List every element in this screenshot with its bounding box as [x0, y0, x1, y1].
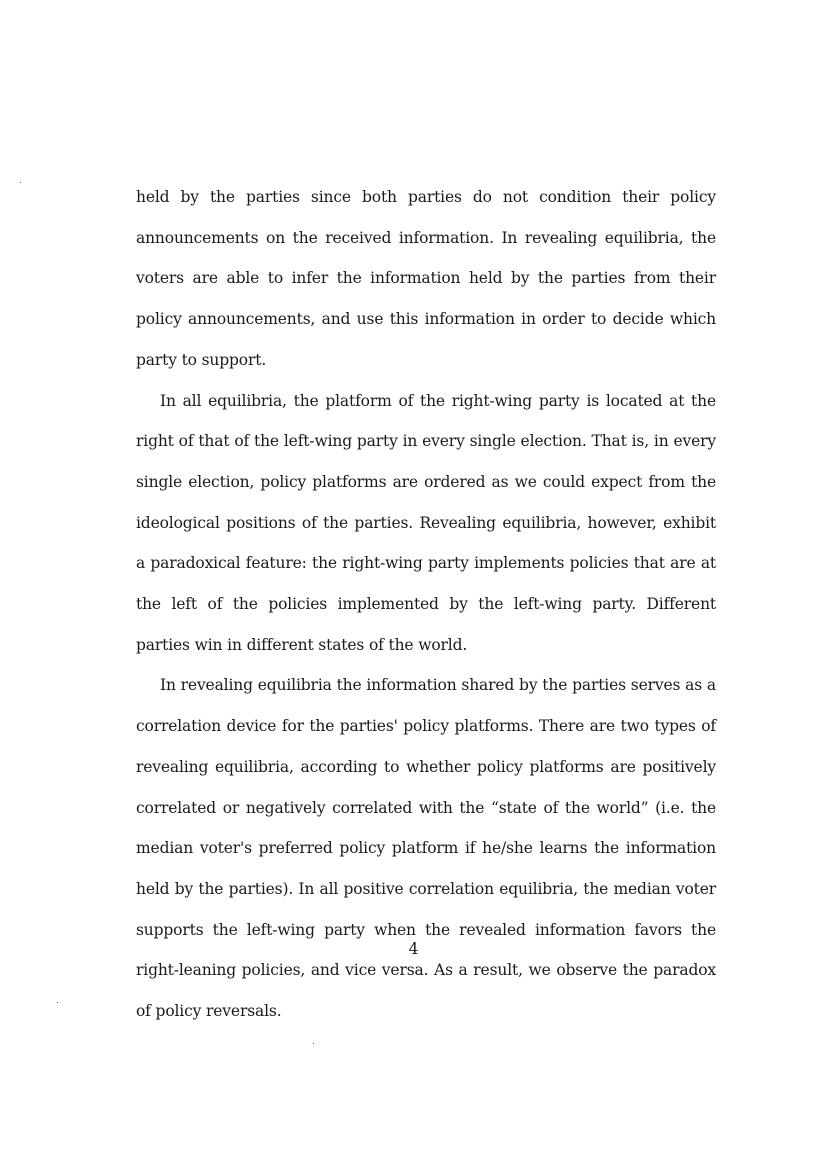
paragraph-equilibria-ordering: In all equilibria, the platform of the right-wing party is located at the right of that of the left-wing party in every single election. That is, in every single election, policy platforms are ordered as we could expect from the ideological positions of the parties. Revealing equilibria, however, exhibit a paradoxical feature: the right-wing party implements policies that are at the left of the policies implemented by the left-wing party. Different parties win in different states of the world.: [136, 391, 716, 654]
scan-speck: [57, 1002, 58, 1003]
paragraph-revealing-equilibria: In revealing equilibria the information shared by the parties serves as a correlation device for the parties' policy platforms. There are two types of revealing equilibria, according to whether policy platforms are positively correlated or negatively correlated with the “state of the world” (i.e. the median voter's preferred policy platform if he/she learns the information held by the parties). In all positive correlation equilibria, the median voter supports the left-wing party when the revealed information favors the right-leaning policies, and vice versa. As a result, we observe the paradox of policy reversals.: [136, 676, 716, 1021]
body-text: [136, 177, 716, 1032]
page-number: 4: [408, 940, 419, 958]
paragraph-continuation: held by the parties since both parties do not condition their policy announcements on the received information. In revealing equilibria, the voters are able to infer the information held by the parties from their policy announcements, and use this information in order to decide which party to support.: [136, 188, 716, 369]
scan-speck: [313, 1043, 314, 1044]
scan-speck: [20, 182, 21, 183]
